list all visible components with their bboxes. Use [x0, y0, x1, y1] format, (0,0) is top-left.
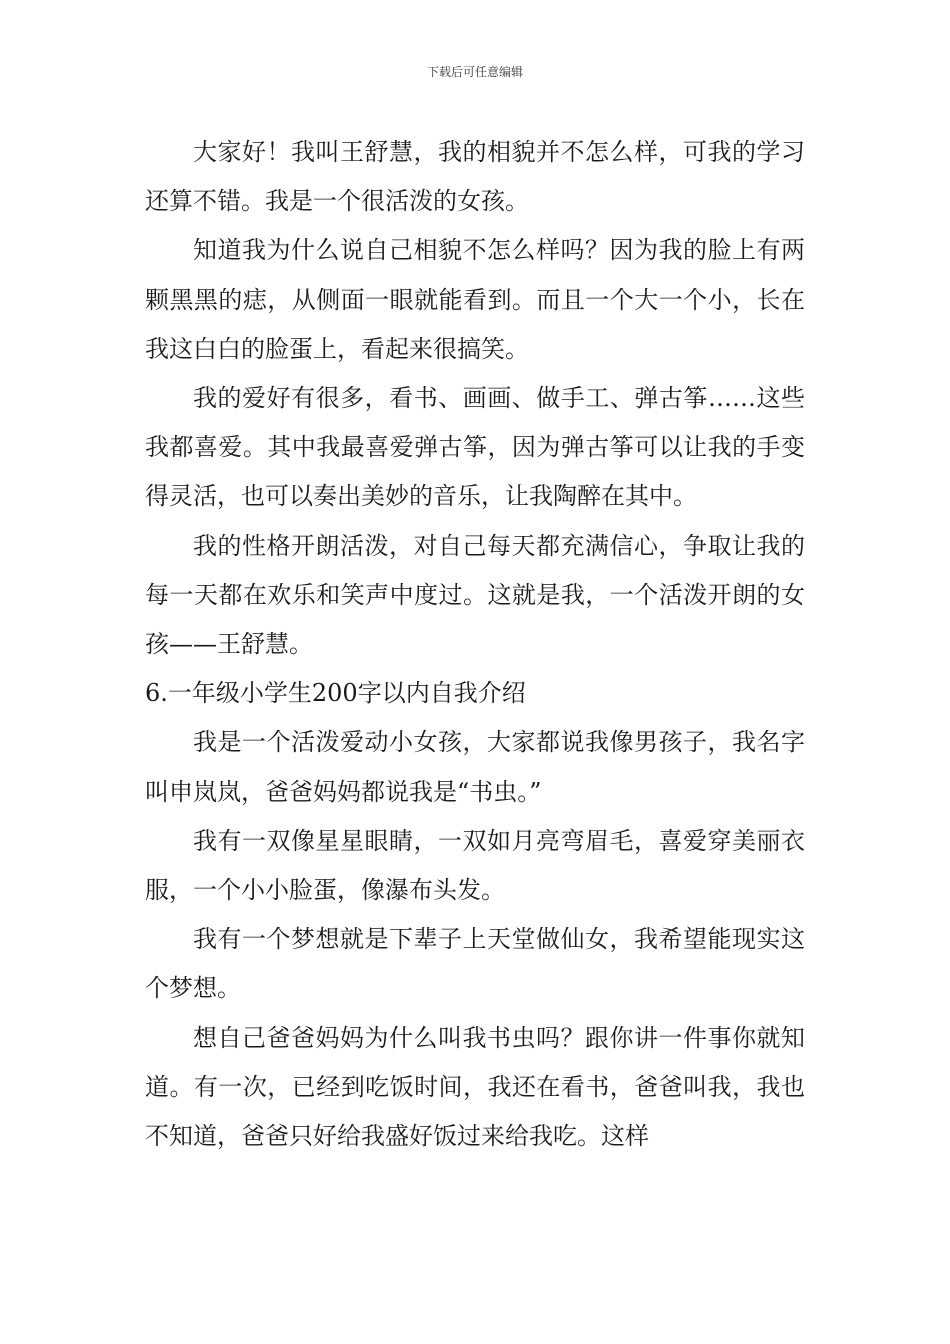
paragraph-dream: 我有一个梦想就是下辈子上天堂做仙女，我希望能现实这个梦想。 [145, 925, 805, 1003]
page-header: 下载后可任意编辑 [426, 65, 523, 79]
paragraph-self-intro: 我是一个活泼爱动小女孩，大家都说我像男孩子，我名字叫申岚岚，爸爸妈妈都说我是“书虫。” [145, 728, 805, 806]
section-heading: 6.一年级小学生200字以内自我介绍 [145, 679, 526, 708]
document-body [145, 128, 805, 1161]
paragraph-looks: 我有一双像星星眼睛，一双如月亮弯眉毛，喜爱穿美丽衣服，一个小小脸蛋，像瀑布头发。 [145, 826, 805, 905]
paragraph-intro: 大家好！我叫王舒慧，我的相貌并不怎么样，可我的学习还算不错。我是一个很活泼的女孩。 [145, 138, 805, 216]
paragraph-personality: 我的性格开朗活泼，对自己每天都充满信心，争取让我的每一天都在欢乐和笑声中度过。这就是我，一个活泼开朗的女孩——王舒慧。 [145, 531, 805, 659]
paragraph-bookworm-story: 想自己爸爸妈妈为什么叫我书虫吗？跟你讲一件事你就知道。有一次，已经到吃饭时间，我还在看书，爸爸叫我，我也不知道，爸爸只好给我盛好饭过来给我吃。这样 [145, 1023, 805, 1151]
paragraph-hobbies: 我的爱好有很多，看书、画画、做手工、弹古筝……这些我都喜爱。其中我最喜爱弹古筝，因为弹古筝可以让我的手变得灵活，也可以奏出美妙的音乐，让我陶醉在其中。 [145, 384, 805, 511]
paragraph-appearance: 知道我为什么说自己相貌不怎么样吗？因为我的脸上有两颗黑黑的痣，从侧面一眼就能看到。而且一个大一个小，长在我这白白的脸蛋上，看起来很搞笑。 [145, 236, 805, 363]
